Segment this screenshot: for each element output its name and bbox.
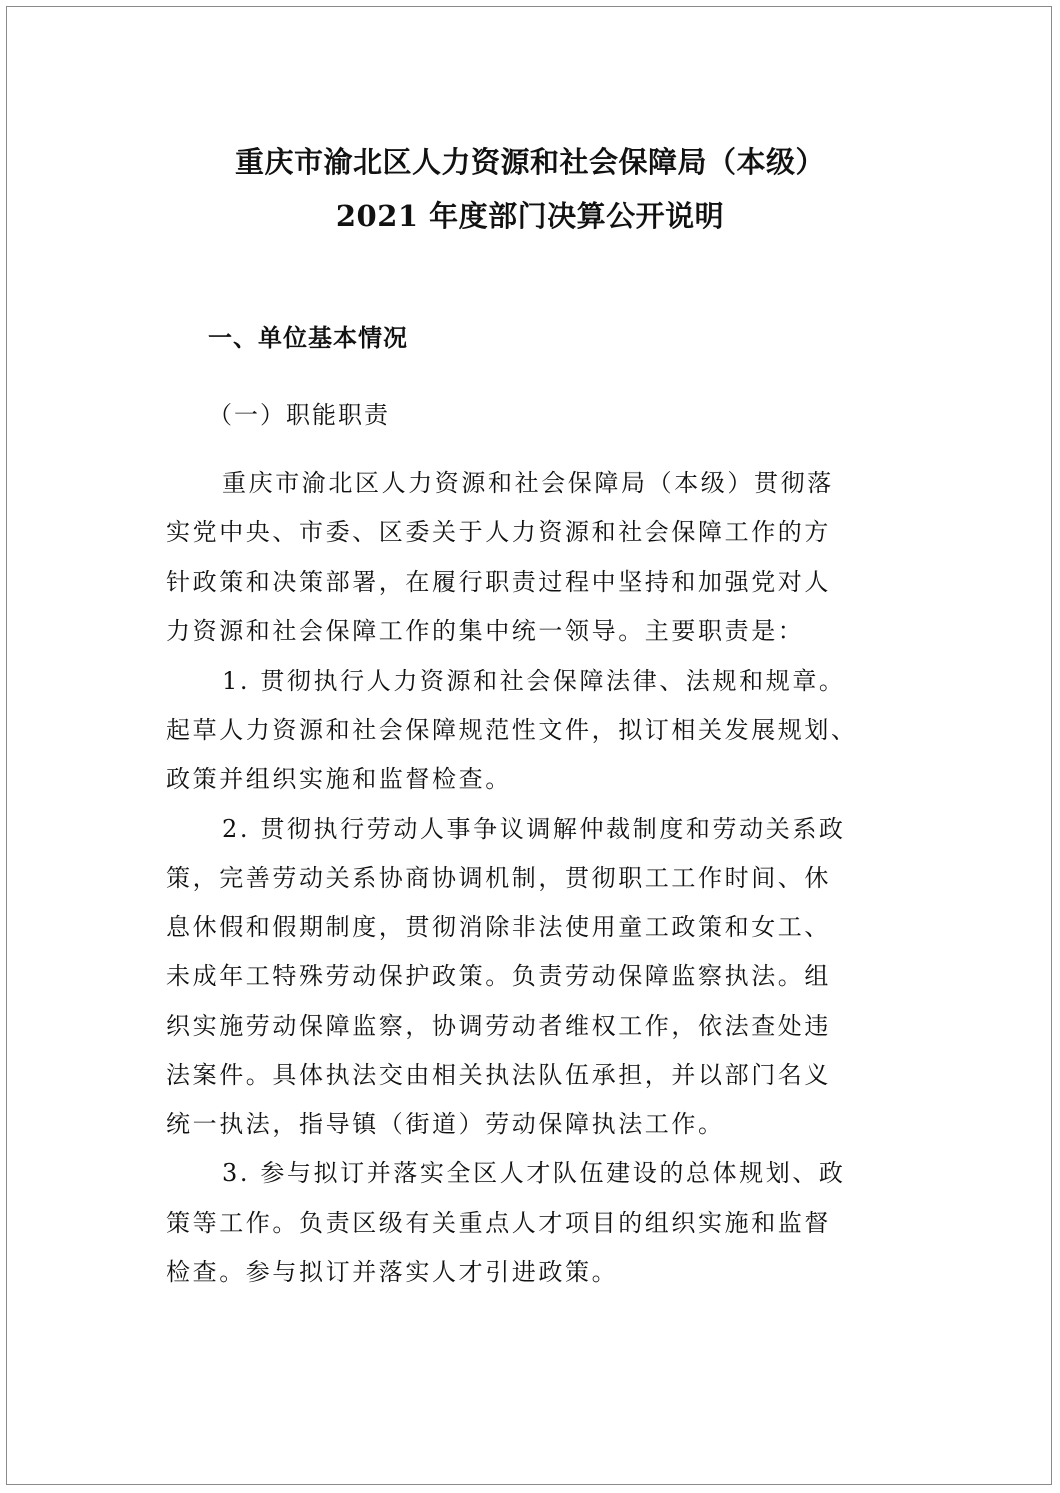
paragraph-line: 织实施劳动保障监察，协调劳动者维权工作，依法查处违	[166, 1012, 831, 1040]
paragraph-line: 实党中央、市委、区委关于人力资源和社会保障工作的方	[166, 518, 831, 546]
paragraph-line: 3. 参与拟订并落实全区人才队伍建设的总体规划、政	[222, 1159, 846, 1187]
paragraph-line: 起草人力资源和社会保障规范性文件，拟订相关发展规划、	[166, 716, 858, 744]
paragraph-line: 统一执法，指导镇（街道）劳动保障执法工作。	[166, 1110, 725, 1138]
paragraph-line: 检查。参与拟订并落实人才引进政策。	[166, 1258, 619, 1286]
section-heading: 一、单位基本情况	[208, 324, 408, 352]
paragraph-line: 策，完善劳动关系协商协调机制，贯彻职工工作时间、休	[166, 864, 831, 892]
subsection-heading: （一）职能职责	[208, 401, 390, 429]
paragraph-line: 法案件。具体执法交由相关执法队伍承担，并以部门名义	[166, 1061, 831, 1089]
paragraph-line: 未成年工特殊劳动保护政策。负责劳动保障监察执法。组	[166, 962, 831, 990]
paragraph-line: 政策并组织实施和监督检查。	[166, 765, 512, 793]
document-title: 重庆市渝北区人力资源和社会保障局（本级）	[234, 145, 825, 179]
document-subtitle: 2021 年度部门决算公开说明	[335, 199, 725, 233]
paragraph-line: 力资源和社会保障工作的集中统一领导。主要职责是：	[166, 617, 805, 645]
paragraph-line: 息休假和假期制度，贯彻消除非法使用童工政策和女工、	[166, 913, 831, 941]
paragraph-line: 2. 贯彻执行劳动人事争议调解仲裁制度和劳动关系政	[222, 815, 846, 843]
paragraph-line: 策等工作。负责区级有关重点人才项目的组织实施和监督	[166, 1209, 831, 1237]
paragraph-line: 针政策和决策部署，在履行职责过程中坚持和加强党对人	[166, 568, 831, 596]
paragraph-line: 重庆市渝北区人力资源和社会保障局（本级）贯彻落	[222, 469, 834, 497]
paragraph-line: 1. 贯彻执行人力资源和社会保障法律、法规和规章。	[222, 667, 846, 695]
